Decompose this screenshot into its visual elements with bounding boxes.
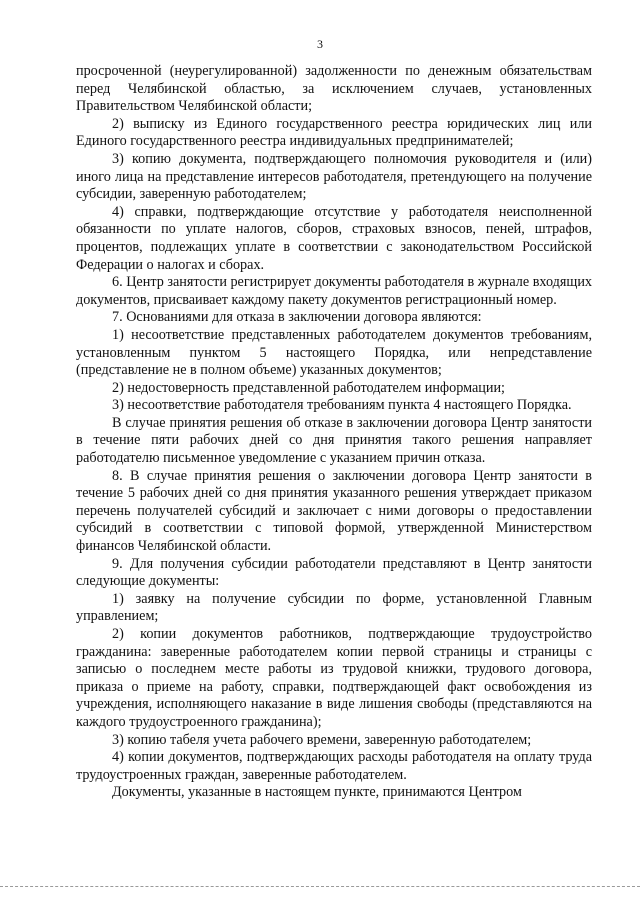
paragraph-item-2-extract: 2) выписку из Единого государственного реестра юридических лиц или Единого государственного реестра индивидуальных предпринимателей; xyxy=(76,115,592,150)
paragraph-doc-2-employee-copies: 2) копии документов работников, подтверждающие трудоустройство гражданина: заверенные работодателем копии первой страницы и страницы с записью о последнем месте работы из трудовой книжки, трудового договора, приказа о приеме на работу, справки, подтверждающей факт освобождения из учреждения, исполняющего наказание в виде лишения свободы (представляются на каждого трудоустроенного гражданина); xyxy=(76,626,592,730)
page-number: 3 xyxy=(317,37,323,51)
paragraph-point-9: 9. Для получения субсидии работодатели представляют в Центр занятости следующие документы: xyxy=(76,555,592,590)
paragraph-refusal-notice: В случае принятия решения об отказе в заключении договора Центр занятости в течение пяти рабочих дней со дня принятия такого решения направляет работодателю письменное уведомление с указанием причин отказа. xyxy=(76,414,592,467)
paragraph-point-7: 7. Основаниями для отказа в заключении договора являются: xyxy=(112,309,482,326)
paragraph-continuation: просроченной (неурегулированной) задолженности по денежным обязательствам перед Челябинской областью, за исключением случаев, установленных Правительством Челябинской области; xyxy=(76,63,592,115)
scan-edge-line xyxy=(0,886,640,887)
paragraph-refusal-ground-1: 1) несоответствие представленных работодателем документов требованиям, установленным пунктом 5 настоящего Порядка, или непредставление (представление не в полном объеме) указанных документов; xyxy=(76,326,592,379)
paragraph-item-3-authority-copy: 3) копию документа, подтверждающего полномочия руководителя и (или) иного лица на представление интересов работодателя, претендующего на получение субсидии, заверенную работодателем; xyxy=(76,150,592,203)
paragraph-point-8: 8. В случае принятия решения о заключении договора Центр занятости в течение 5 рабочих дней со дня принятия указанного решения утверждает приказом перечень получателей субсидий и заключает с ними договоры о предоставлении субсидий в соответствии с типовой формой, утвержденной Министерством финансов Челябинской области. xyxy=(76,467,592,555)
paragraph-item-4-tax-certificates: 4) справки, подтверждающие отсутствие у работодателя неисполненной обязанности по уплате налогов, сборов, страховых взносов, пеней, штрафов, процентов, подлежащих уплате в соответствии с законодательством Российской Федерации о налогах и сборах. xyxy=(76,203,592,273)
paragraph-refusal-ground-3: 3) несоответствие работодателя требованиям пункта 4 настоящего Порядка. xyxy=(112,397,572,414)
paragraph-refusal-ground-2: 2) недостоверность представленной работодателем информации; xyxy=(112,379,505,396)
paragraph-doc-3-timesheet: 3) копию табеля учета рабочего времени, заверенную работодателем; xyxy=(112,731,532,748)
paragraph-doc-4-payroll: 4) копии документов, подтверждающих расходы работодателя на оплату труда трудоустроенных граждан, заверенные работодателем. xyxy=(76,749,592,783)
paragraph-doc-1-application: 1) заявку на получение субсидии по форме, установленной Главным управлением; xyxy=(76,590,592,625)
paragraph-closing: Документы, указанные в настоящем пункте, принимаются Центром xyxy=(112,784,522,801)
document-body xyxy=(76,63,592,802)
paragraph-point-6: 6. Центр занятости регистрирует документы работодателя в журнале входящих документов, присваивает каждому пакету документов регистрационный номер. xyxy=(76,274,593,308)
